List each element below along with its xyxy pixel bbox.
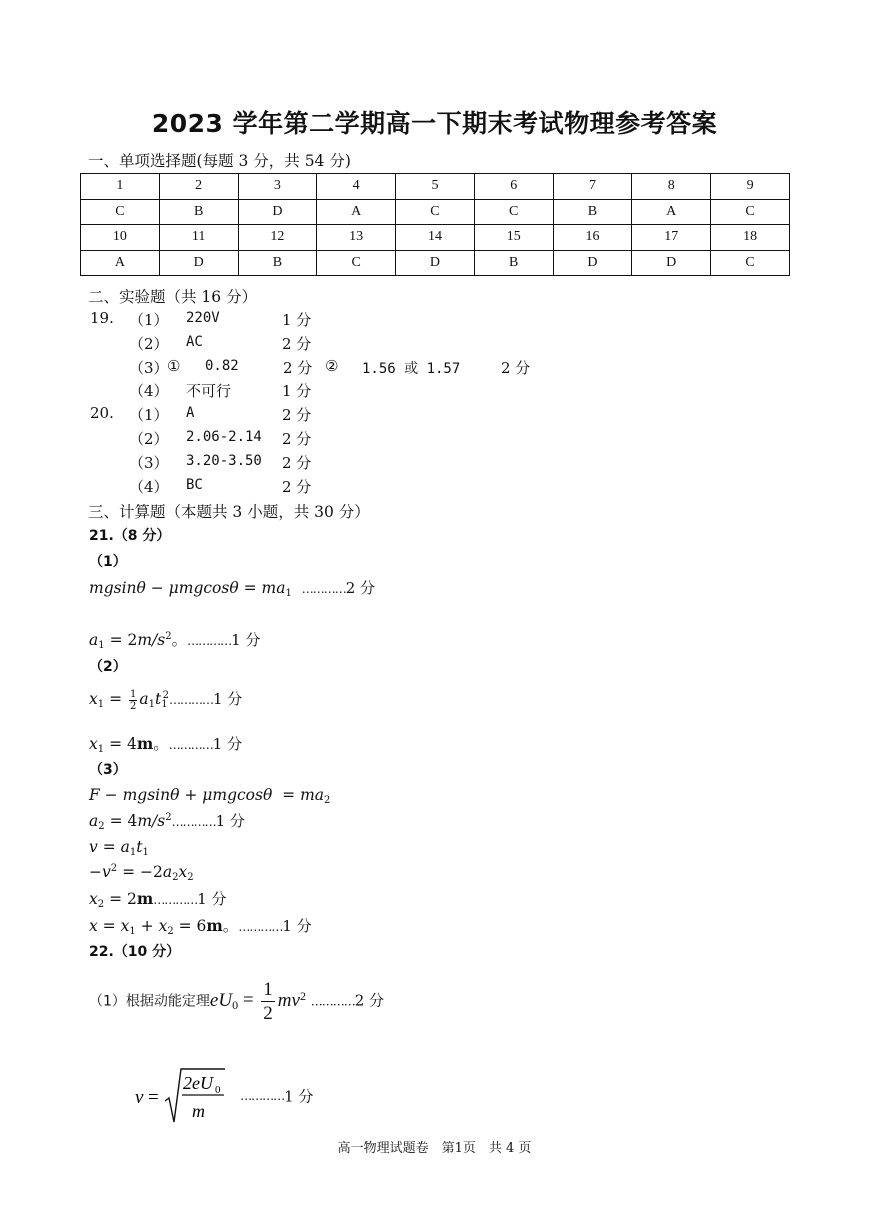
table-cell: B (159, 199, 238, 225)
table-cell: 15 (474, 225, 553, 251)
q22-eq2-score: 1 分 (284, 1087, 314, 1106)
q21-eq9: $x_2$ = 2m…………1 分 (89, 889, 227, 910)
table-cell: C (317, 250, 396, 276)
q20-1-answer: A (186, 405, 195, 421)
q19-4-score: 1 分 (282, 382, 312, 400)
table-cell: 8 (632, 174, 711, 200)
q21-eq4-score: 1 分 (212, 735, 243, 753)
q21-eq1-score: 2 分 (345, 579, 376, 597)
q19-4-label: （4） (129, 382, 169, 400)
q19-1-answer: 220V (186, 310, 220, 326)
table-cell: 3 (238, 174, 317, 200)
table-cell: B (238, 250, 317, 276)
q19-2-answer: AC (186, 334, 203, 350)
q21-eq6-score: 1 分 (215, 812, 245, 830)
table-cell: 14 (396, 225, 475, 251)
q21-part3-label: （3） (89, 762, 127, 778)
q19-3-answer-1: 0.82 (205, 358, 239, 374)
q20-3-label: （3） (129, 454, 169, 472)
q20-1-score: 2 分 (282, 406, 312, 424)
q21-eq4: $x_1 = 4m$。…………1 分 (89, 734, 243, 755)
table-cell: A (81, 250, 160, 276)
svg-text:=: = (148, 1087, 159, 1108)
table-cell: 10 (81, 225, 160, 251)
table-row (81, 199, 790, 225)
svg-text:m: m (192, 1101, 205, 1121)
answer-table (80, 173, 790, 276)
table-cell: A (317, 199, 396, 225)
q19-2-label: （2） (129, 335, 169, 353)
q21-eq10-dots: ………… (238, 920, 283, 934)
q21-eq1-dots: ………… (301, 582, 346, 596)
q19-3-label: （3） (129, 359, 169, 377)
table-cell: A (632, 199, 711, 225)
table-row (81, 225, 790, 251)
q21-eq3-score: 1 分 (212, 690, 243, 708)
q20-number: 20. (90, 404, 114, 422)
q21-eq4-dots: ………… (168, 738, 213, 752)
table-row (81, 174, 790, 200)
q21-eq3: $x_1$ = $\frac{1}{2}$ $a_1t_1^2\dots\dots\dots\dots 1$ 分 (89, 688, 243, 712)
svg-text:2eU: 2eU (183, 1073, 213, 1093)
q20-3-answer: 3.20-3.50 (186, 453, 262, 469)
table-cell: B (553, 199, 632, 225)
svg-text:0: 0 (215, 1084, 221, 1096)
table-cell: 11 (159, 225, 238, 251)
q21-eq3-dots: ………… (168, 693, 213, 707)
q22-eq1-score: 2 分 (354, 991, 385, 1010)
q21-eq9-score: 1 分 (197, 890, 227, 908)
q19-1-score: 1 分 (282, 311, 312, 329)
table-cell: 9 (711, 174, 790, 200)
q21-part2-label: （2） (89, 659, 127, 675)
q21-part1-label: （1） (89, 554, 127, 570)
q22-eq1-dots: ………… (310, 994, 355, 1009)
table-row (81, 250, 790, 276)
q21-eq10-score: 1 分 (282, 917, 312, 935)
sqrt-formula (135, 1065, 235, 1127)
table-cell: D (159, 250, 238, 276)
page-footer: 高一物理试题卷 第1页 共 4 页 (337, 1141, 532, 1156)
q19-3-answer-2: 1.56 或 1.57 (362, 361, 461, 377)
q20-4-label: （4） (129, 478, 169, 496)
q20-1-label: （1） (129, 406, 169, 424)
q19-1-label: （1） (129, 311, 169, 329)
q19-3-circle-2: ② (325, 357, 339, 375)
q20-4-score: 2 分 (282, 478, 312, 496)
table-cell: 16 (553, 225, 632, 251)
q19-3-circle-1: ① (167, 357, 181, 375)
q22-part1-label: （1）根据动能定理 (89, 993, 210, 1010)
table-cell: 12 (238, 225, 317, 251)
section1-heading: 一、单项选择题(每题 3 分，共 54 分) (88, 152, 351, 170)
q19-4-answer: 不可行 (186, 382, 232, 400)
q21-eq9-dots: ………… (153, 893, 198, 907)
q21-eq2-score: 1 分 (231, 631, 261, 649)
table-cell: 6 (474, 174, 553, 200)
q22-eq2-dots: ………… (240, 1089, 285, 1103)
q19-number: 19. (90, 309, 114, 327)
q20-2-answer: 2.06-2.14 (186, 429, 262, 445)
q21-eq2: $a_1 = 2m/s^2$。…………1 分 (89, 631, 261, 651)
q19-3-score-1: 2 分 (283, 359, 313, 377)
q21-eq2-dots: ………… (187, 634, 232, 648)
table-cell: D (238, 199, 317, 225)
table-cell: C (711, 250, 790, 276)
section3-heading: 三、计算题（本题共 3 小题，共 30 分） (88, 503, 370, 521)
q20-4-answer: BC (186, 477, 203, 493)
q19-2-score: 2 分 (282, 335, 312, 353)
q21-eq7: $v = a_1t_1$ (89, 838, 149, 858)
table-cell: 4 (317, 174, 396, 200)
q22-heading: 22.（10 分） (89, 944, 181, 960)
q22-eq1: （1）根据动能定理$eU_0$ = $\frac{1}{2}$ $mv^2$ …………2 分 (89, 979, 385, 1024)
q19-3-score-2: 2 分 (501, 359, 531, 377)
section2-heading: 二、实验题（共 16 分） (88, 288, 258, 306)
table-cell: 7 (553, 174, 632, 200)
q21-eq10: $x = x_1 + x_2 = 6m$。…………1 分 (89, 916, 312, 937)
table-cell: 17 (632, 225, 711, 251)
q21-eq6: $a_2$ = $4m/s^2\dots\dots\dots\dots 1$ 分 (89, 812, 245, 832)
q20-3-score: 2 分 (282, 454, 312, 472)
table-cell: 1 (81, 174, 160, 200)
table-cell: C (396, 199, 475, 225)
table-cell: 2 (159, 174, 238, 200)
svg-text:v: v (135, 1087, 144, 1108)
q21-eq8: $-v^2 = -2a_2x_2$ (89, 863, 194, 883)
q21-heading: 21.（8 分） (89, 528, 171, 544)
q21-eq6-dots: ………… (171, 815, 216, 829)
q21-eq5: $F - mgsin\theta + \mu mgcos\theta = ma_2$ (89, 786, 331, 806)
table-cell: D (553, 250, 632, 276)
table-cell: 18 (711, 225, 790, 251)
page-title: 2023 学年第二学期高一下期末考试物理参考答案 (151, 109, 718, 138)
q22-eq2 (135, 1065, 313, 1127)
table-cell: C (711, 199, 790, 225)
table-cell: C (81, 199, 160, 225)
table-cell: C (474, 199, 553, 225)
table-cell: 5 (396, 174, 475, 200)
table-cell: D (396, 250, 475, 276)
table-cell: B (474, 250, 553, 276)
q21-eq1: $mgsin\theta - \mu mgcos\theta = ma_1$ …………2 分 (89, 579, 376, 599)
q20-2-label: （2） (129, 430, 169, 448)
table-cell: D (632, 250, 711, 276)
table-cell: 13 (317, 225, 396, 251)
q20-2-score: 2 分 (282, 430, 312, 448)
